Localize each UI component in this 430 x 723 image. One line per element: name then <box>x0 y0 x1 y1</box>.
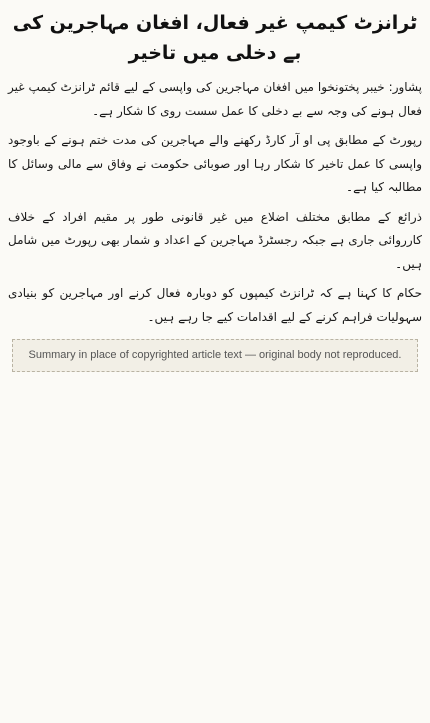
article-body <box>8 76 422 329</box>
article-headline: ٹرانزٹ کیمپ غیر فعال، افغان مہاجرین کی بے دخلی میں تاخیر <box>12 12 418 64</box>
article-paragraph: حکام کا کہنا ہے کہ ٹرانزٹ کیمپوں کو دوبارہ فعال کرنے اور مہاجرین کو بنیادی سہولیات فراہم کرنے کے لیے اقدامات کیے جا رہے ہیں۔ <box>8 286 422 324</box>
article-paragraph: ذرائع کے مطابق مختلف اضلاع میں غیر قانونی طور پر مقیم افراد کے خلاف کارروائی جاری ہے جبکہ رجسٹرڈ مہاجرین کے اعداد و شمار بھی رپورٹ میں شامل ہیں۔ <box>8 209 422 271</box>
article-paragraph: پشاور: خیبر پختونخوا میں افغان مہاجرین کی واپسی کے لیے قائم ٹرانزٹ کیمپ غیر فعال ہونے کی وجہ سے بے دخلی کا عمل سست روی کا شکار ہے۔ <box>8 80 422 118</box>
article-paragraph: رپورٹ کے مطابق پی او آر کارڈ رکھنے والے مہاجرین کی مدت ختم ہونے کے باوجود واپسی کا عمل تاخیر کا شکار رہا اور صوبائی حکومت نے وفاق سے مالی وسائل کا مطالبہ کیا ہے۔ <box>8 133 422 194</box>
omitted-text-note: Summary in place of copyrighted article text — original body not reproduced. <box>12 339 418 372</box>
